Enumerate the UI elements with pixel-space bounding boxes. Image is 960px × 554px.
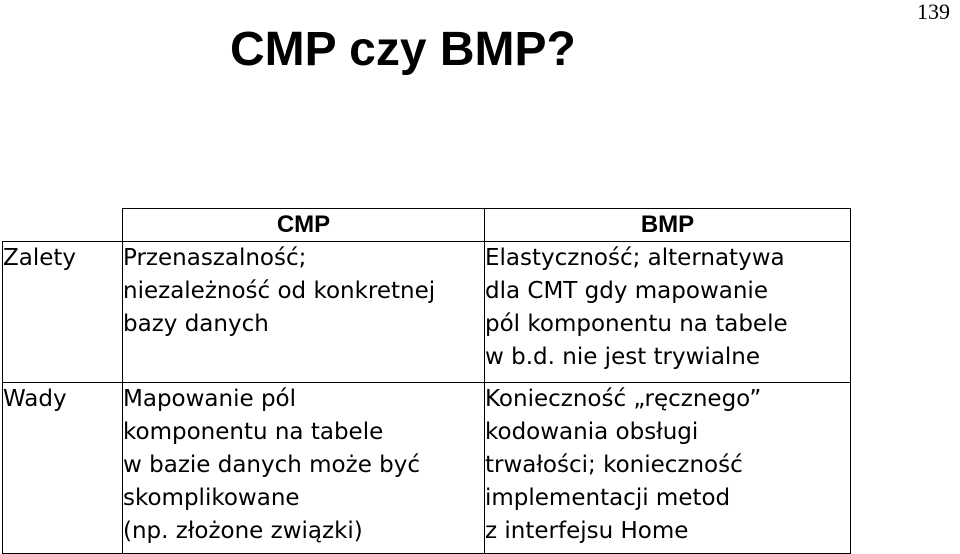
cell-line: (np. złożone związki) [123,518,363,544]
row-label-pros: Zalety [3,242,123,383]
page-number: 139 [917,0,950,24]
row-label-cons: Wady [3,383,123,554]
column-header-bmp: BMP [485,209,851,242]
bmp-cons-cell [485,383,851,554]
cell-line: Konieczność „ręcznego” [485,386,762,412]
cell-line: Elastyczność; alternatywa [485,245,785,271]
page-title: CMP czy BMP? [230,23,576,76]
column-header-cmp: CMP [123,209,485,242]
cell-line: Mapowanie pól [123,386,297,412]
cell-line: pól komponentu na tabele [485,311,788,337]
comparison-table [2,208,851,554]
table-row-cons [3,383,851,554]
cell-line: w bazie danych może być [123,452,421,478]
cell-line: w b.d. nie jest trywialne [485,344,761,370]
cell-line: Przenaszalność; [123,245,307,271]
table-row-pros [3,242,851,383]
cell-line: komponentu na tabele [123,419,384,445]
cell-line: trwałości; konieczność [485,452,743,478]
cell-line: niezależność od konkretnej [123,278,436,304]
cell-line: skomplikowane [123,485,300,511]
table-corner-cell [3,209,123,242]
cell-line: implementacji metod [485,485,731,511]
bmp-pros-cell [485,242,851,383]
cell-line: z interfejsu Home [485,518,689,544]
cell-line: bazy danych [123,311,269,337]
cmp-pros-cell [123,242,485,383]
cmp-cons-cell [123,383,485,554]
cell-line: kodowania obsługi [485,419,699,445]
table-header-row [3,209,851,242]
cell-line: dla CMT gdy mapowanie [485,278,768,304]
